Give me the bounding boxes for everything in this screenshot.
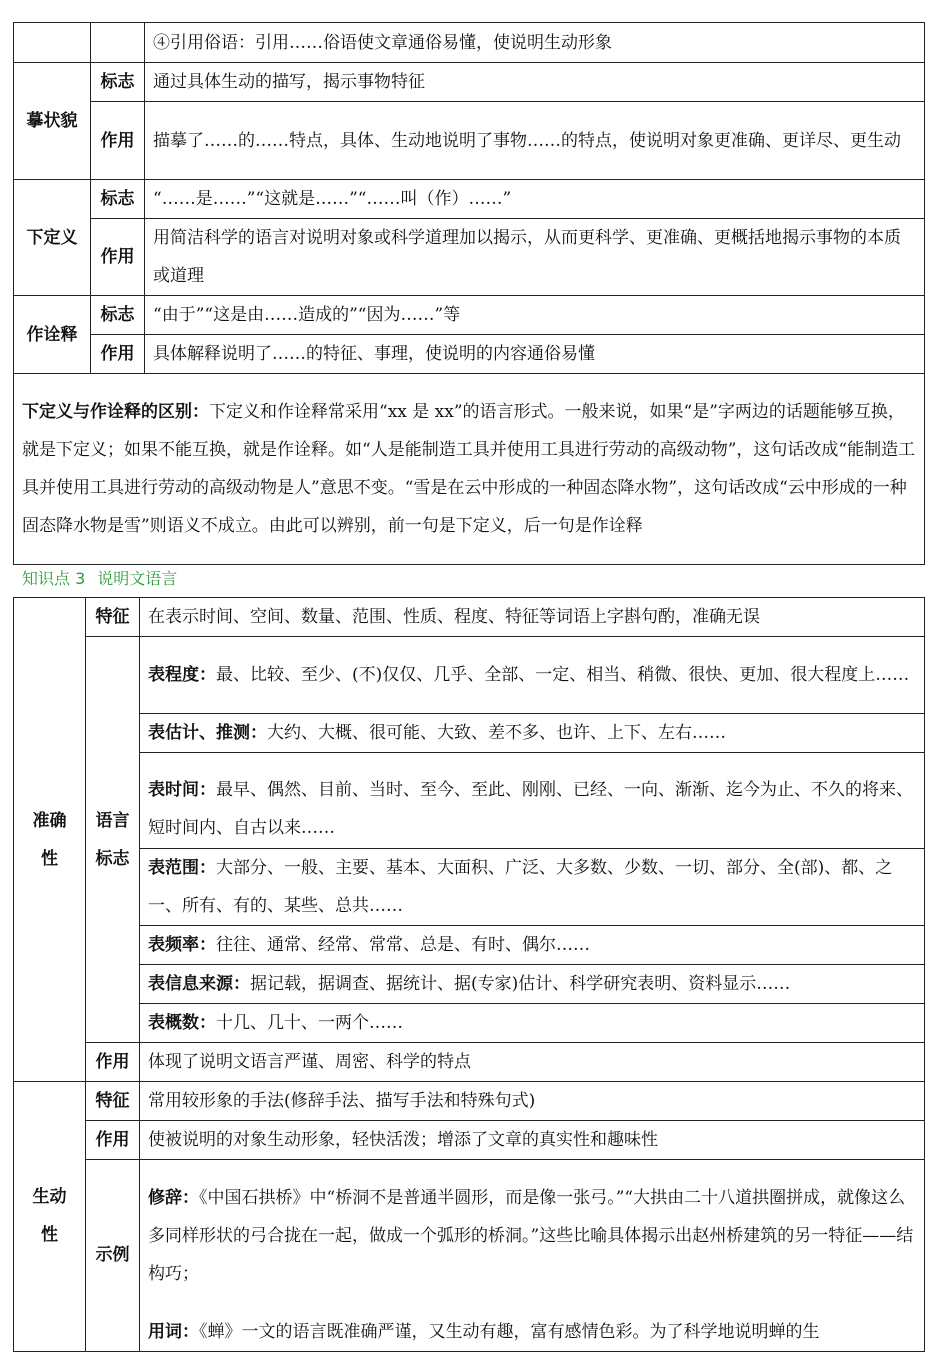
- quote-proverb-cell: ④引用俗语：引用……俗语使文章通俗易懂，使说明生动形象: [145, 23, 925, 63]
- feature-label: 特征: [86, 598, 140, 637]
- definition-vs-explanation-note: [14, 374, 925, 565]
- spacer-cell: [140, 753, 925, 771]
- accuracy-feature: 在表示时间、空间、数量、范围、性质、程度、特征等词语上字斟句酌，准确无误: [140, 598, 925, 637]
- effect-label: 作用: [91, 335, 145, 374]
- define-sign: “……是……”“这就是……”“……叫（作）……”: [145, 180, 925, 219]
- describe-effect: 描摹了……的……特点，具体、生动地说明了事物……的特点，使说明对象更准确、更详尽、更生动: [145, 102, 925, 180]
- category-label-accuracy: 准确性: [14, 598, 86, 1082]
- example-rhetoric: 修辞：《中国石拱桥》中“桥洞不是普通半圆形，而是像一张弓。”“大拱由二十八道拱圈拼成，就像这么多同样形状的弓合拢在一起，做成一个弧形的桥洞。”这些比喻具体揭示出赵州桥建筑的另一特征——结构巧；: [140, 1160, 925, 1313]
- vivid-effect: 使被说明的对象生动形象，轻快活泼；增添了文章的真实性和趣味性: [140, 1121, 925, 1160]
- effect-label: 作用: [91, 102, 145, 180]
- sign-estimate: 表估计、推测：大约、大概、很可能、大致、差不多、也许、上下、左右……: [140, 714, 925, 753]
- sign-time: 表时间：最早、偶然、目前、当时、至今、至此、刚刚、已经、一向、渐渐、迄今为止、不久的将来、短时间内、自古以来……: [140, 771, 925, 849]
- sign-range: 表范围：大部分、一般、主要、基本、大面积、广泛、大多数、少数、一切、部分、全(部)、都、之一、所有、有的、某些、总共……: [140, 849, 925, 926]
- language-feature-table: [13, 597, 925, 1352]
- sign-source: 表信息来源：据记载，据调查、据统计、据(专家)估计、科学研究表明、资料显示……: [140, 965, 925, 1004]
- accuracy-effect: 体现了说明文语言严谨、周密、科学的特点: [140, 1043, 925, 1082]
- effect-label: 作用: [86, 1043, 140, 1082]
- describe-sign: 通过具体生动的描写，揭示事物特征: [145, 63, 925, 102]
- category-label-vivid: 生动性: [14, 1082, 86, 1352]
- sign-approximate: 表概数：十几、几十、一两个……: [140, 1004, 925, 1043]
- note-title: 下定义与作诠释的区别：: [22, 402, 209, 422]
- sign-label: 标志: [91, 180, 145, 219]
- effect-label: 作用: [86, 1121, 140, 1160]
- section-number: 知识点 3: [22, 569, 86, 588]
- effect-label: 作用: [91, 219, 145, 296]
- feature-label: 特征: [86, 1082, 140, 1121]
- method-label-describe: 摹状貌: [14, 63, 91, 180]
- sign-degree: 表程度：最、比较、至少、(不)仅仅、几乎、全部、一定、相当、稍微、很快、更加、很大程度上……: [140, 637, 925, 714]
- explain-sign: “由于”“这是由……造成的”“因为……”等: [145, 296, 925, 335]
- signs-label: 语言标志: [86, 637, 140, 1043]
- note-body: 下定义和作诠释常采用“xx 是 xx”的语言形式。一般来说，如果“是”字两边的话题能够互换，就是下定义；如果不能互换，就是作诠释。如“人是能制造工具并使用工具进行劳动的高级动物”，这句话改成“能制造工具并使用工具进行劳动的高级动物是人”意思不变。“雪是在云中形成的一种固态降水物”，这句话改成“云中形成的一种固态降水物是雪”则语义不成立。由此可以辨别，前一句是下定义，后一句是作诠释: [22, 402, 916, 536]
- sign-label: 标志: [91, 63, 145, 102]
- explain-effect: 具体解释说明了……的特征、事理，使说明的内容通俗易懂: [145, 335, 925, 374]
- vivid-feature: 常用较形象的手法(修辞手法、描写手法和特殊句式): [140, 1082, 925, 1121]
- sign-frequency: 表频率：往往、通常、经常、常常、总是、有时、偶尔……: [140, 926, 925, 965]
- rhetoric-method-table: [13, 22, 925, 565]
- define-effect: 用简洁科学的语言对说明对象或科学道理加以揭示，从而更科学、更准确、更概括地揭示事物的本质或道理: [145, 219, 925, 296]
- method-label-define: 下定义: [14, 180, 91, 296]
- section-heading: [22, 567, 189, 591]
- sign-label: 标志: [91, 296, 145, 335]
- method-label-explain: 作诠释: [14, 296, 91, 374]
- section-title: 说明文语言: [97, 569, 178, 588]
- example-label: 示例: [86, 1160, 140, 1352]
- example-wording: 用词：《蝉》一文的语言既准确严谨，又生动有趣，富有感情色彩。为了科学地说明蝉的生: [140, 1313, 925, 1352]
